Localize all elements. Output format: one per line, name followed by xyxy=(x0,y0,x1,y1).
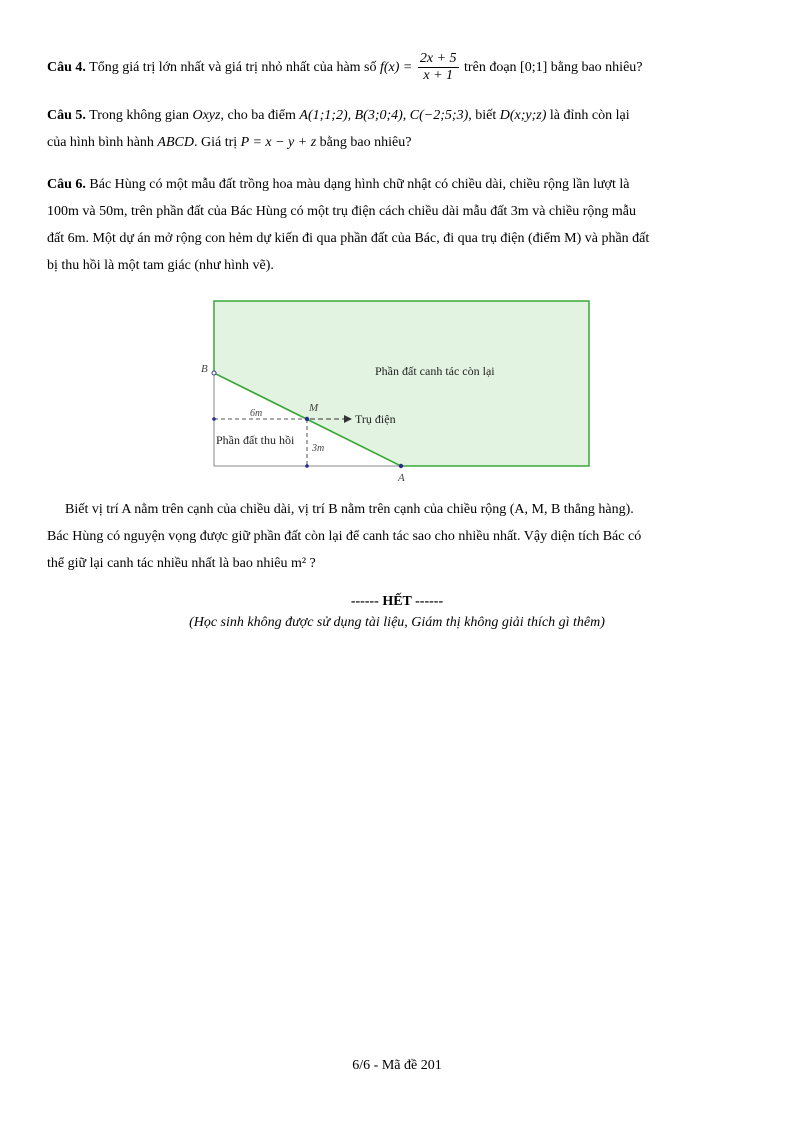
label-m: M xyxy=(309,402,319,414)
q4-fraction xyxy=(418,51,459,84)
q6-after1: Biết vị trí A nằm trên cạnh của chiều dài, vị trí B nằm trên cạnh của chiều rộng (A, M, B thẳng hàng). xyxy=(65,502,634,517)
label-remaining-land: Phần đất canh tác còn lại xyxy=(375,364,495,378)
q4-interval: [0;1] xyxy=(520,60,548,75)
q4-func: f(x) = xyxy=(380,60,413,75)
q6-after3: thể giữ lại canh tác nhiều nhất là bao nhiêu m² ? xyxy=(47,556,316,571)
point-m xyxy=(305,417,309,421)
q5-expr: P = x − y + z xyxy=(240,135,317,150)
label-reclaimed-land: Phần đất thu hồi xyxy=(216,433,295,447)
label-a: A xyxy=(398,472,405,484)
q6-line4: bị thu hồi là một tam giác (như hình vẽ). xyxy=(47,258,274,273)
q4-text1: Tổng giá trị lớn nhất và giá trị nhỏ nhất của hàm số xyxy=(89,60,377,75)
q5-shape: ABCD xyxy=(157,135,194,150)
point-a xyxy=(399,464,403,468)
q6-line2: 100m và 50m, trên phần đất của Bác Hùng có một trụ điện cách chiều dài mẫu đất 3m và chiều rộng mẫu xyxy=(47,204,636,219)
q6-line3: đất 6m. Một dự án mở rộng con hẻm dự kiến đi qua phần đất của Bác, đi qua trụ điện (điểm M) và phần đất xyxy=(47,231,650,246)
q6-line1-text: Bác Hùng có một mẫu đất trồng hoa màu dạng hình chữ nhật có chiều dài, chiều rộng lần lượt là xyxy=(89,177,630,192)
question-4 xyxy=(47,50,747,86)
end-note: (Học sinh không được sử dụng tài liệu, Giám thị không giải thích gì thêm) xyxy=(189,615,605,630)
q6-after-figure xyxy=(47,496,747,577)
question-6 xyxy=(47,171,747,279)
label-3m: 3m xyxy=(312,443,325,454)
q6-label: Câu 6. xyxy=(47,177,86,192)
q5-text1: Trong không gian xyxy=(89,108,189,123)
point-b xyxy=(212,371,216,375)
q4-denominator: x + 1 xyxy=(423,68,454,84)
q4-label: Câu 4. xyxy=(47,60,86,75)
q6-after2: Bác Hùng có nguyện vọng được giữ phần đất còn lại để canh tác sao cho nhiều nhất. Vậy diện tích Bác có xyxy=(47,529,642,544)
page-number: 6/6 - Mã đề 201 xyxy=(352,1058,442,1073)
label-b: B xyxy=(201,363,208,375)
label-6m: 6m xyxy=(250,408,263,419)
label-pole: Trụ điện xyxy=(355,412,396,426)
point-3m-end xyxy=(305,464,309,468)
q4-text3: bằng bao nhiêu? xyxy=(550,60,643,75)
q5-label: Câu 5. xyxy=(47,108,86,123)
q4-text2: trên đoạn xyxy=(464,60,517,75)
point-6m-end xyxy=(212,417,216,421)
q5-text5: của hình bình hành xyxy=(47,135,154,150)
q5-text2: , cho ba điểm xyxy=(220,108,296,123)
q5-text4: là đỉnh còn lại xyxy=(549,108,630,123)
q5-text7: bằng bao nhiêu? xyxy=(319,135,412,150)
q5-points: A(1;1;2), B(3;0;4), C(−2;5;3) xyxy=(299,108,469,123)
land-figure xyxy=(0,290,794,490)
q5-text3: , biết xyxy=(468,108,497,123)
q6-line1 xyxy=(47,171,747,198)
end-marker: ------ HẾT ------ xyxy=(350,594,444,609)
q5-space: Oxyz xyxy=(192,108,221,123)
q5-text6: . Giá trị xyxy=(193,135,238,150)
q5-point-d: D(x;y;z) xyxy=(499,108,547,123)
question-5 xyxy=(47,102,747,156)
q4-numerator: 2x + 5 xyxy=(419,51,457,67)
